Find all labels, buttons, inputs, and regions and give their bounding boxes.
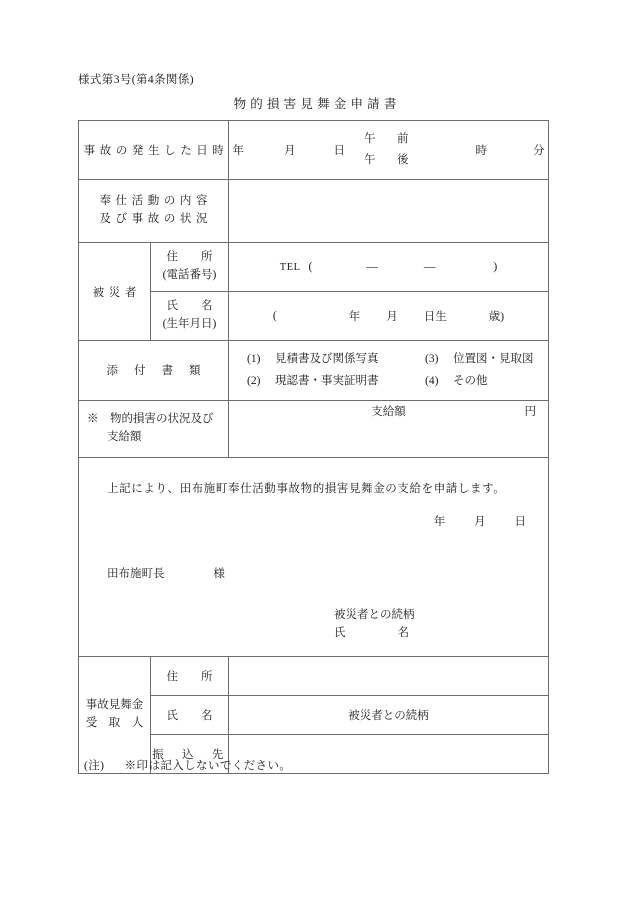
declaration-cell bbox=[79, 457, 549, 656]
activity-label-line1: 奉仕活動の内容 bbox=[99, 195, 213, 208]
attachment-4-text[interactable]: その他 bbox=[453, 375, 488, 388]
label-victim: 被災者 bbox=[79, 243, 151, 341]
victim-address-label-line1: 住 所 bbox=[166, 251, 213, 264]
attachment-line-1 bbox=[247, 348, 548, 370]
footer-note-tag: (注) bbox=[84, 760, 105, 772]
tel-dash-2: — bbox=[423, 261, 436, 273]
victim-name-label-line1: 氏 名 bbox=[166, 300, 213, 313]
accident-minute-label: 分 bbox=[533, 145, 545, 157]
field-accident-datetime[interactable] bbox=[229, 121, 549, 180]
declaration-month-label: 月 bbox=[474, 515, 486, 528]
damage-label-line2: 支給額 bbox=[107, 430, 142, 443]
applicant-name-label: 氏 名 bbox=[334, 627, 409, 640]
birth-age-label: 歳) bbox=[488, 311, 505, 323]
field-victim-name[interactable] bbox=[229, 292, 549, 341]
accident-year-label: 年 bbox=[232, 145, 244, 157]
label-damage-payment bbox=[79, 400, 229, 457]
birth-day-label: 日生 bbox=[423, 311, 447, 323]
recipient-label-line1: 事故見舞金 bbox=[85, 699, 144, 712]
declaration-date[interactable] bbox=[434, 513, 526, 529]
tel-paren-open: ( bbox=[308, 261, 313, 273]
label-recipient bbox=[79, 656, 151, 773]
table-row-victim-address bbox=[79, 243, 549, 292]
ampm-choice[interactable] bbox=[359, 129, 414, 172]
label-accident-datetime: 事故の発生した日時 bbox=[79, 121, 229, 180]
am-label[interactable]: 午 前 bbox=[364, 132, 414, 145]
footer-note-text: ※印は記入しないでください。 bbox=[124, 760, 292, 772]
birth-month-label: 月 bbox=[386, 311, 398, 323]
attachment-line-2 bbox=[247, 370, 548, 392]
label-victim-address bbox=[151, 243, 229, 292]
table-row-declaration bbox=[79, 457, 549, 656]
label-activity-detail bbox=[79, 180, 229, 243]
birth-year-label: 年 bbox=[348, 311, 361, 323]
attachment-3-text[interactable]: 位置図・見取図 bbox=[453, 353, 534, 365]
attachment-4-num: (4) bbox=[425, 375, 439, 388]
damage-label-line1: ※ 物的損害の状況及び bbox=[87, 413, 214, 426]
victim-address-label-line2: (電話番号) bbox=[162, 269, 217, 281]
accident-day-label: 日 bbox=[333, 145, 345, 157]
page-title: 物的損害見舞金申請書 bbox=[233, 97, 401, 111]
label-victim-name bbox=[151, 292, 229, 341]
declaration-day-label: 日 bbox=[514, 515, 526, 528]
table-row-attachments bbox=[79, 341, 549, 401]
form-number: 様式第3号(第4条関係) bbox=[78, 74, 194, 86]
mayor-title: 田布施町長 bbox=[107, 567, 165, 580]
label-recipient-name: 氏 名 bbox=[151, 695, 229, 734]
footer-note bbox=[84, 757, 291, 773]
payment-currency-label: 円 bbox=[524, 405, 536, 418]
tel-dash-1: — bbox=[366, 261, 378, 273]
attachment-2-num: (2) bbox=[247, 375, 261, 388]
application-form-table bbox=[78, 120, 549, 774]
table-row-damage-payment bbox=[79, 400, 549, 457]
table-row-activity-detail bbox=[79, 180, 549, 243]
field-attachments[interactable] bbox=[229, 341, 549, 401]
field-recipient-address[interactable] bbox=[229, 656, 549, 695]
recipient-label-line2: 受 取 人 bbox=[85, 716, 144, 729]
label-recipient-bank: 振 込 先 bbox=[151, 734, 229, 773]
applicant-signature-block[interactable] bbox=[334, 606, 415, 643]
declaration-text: 上記により、田布施町奉仕活動事故物的損害見舞金の支給を申請します。 bbox=[107, 482, 506, 495]
accident-hour-label: 時 bbox=[475, 145, 487, 157]
table-row-recipient-address bbox=[79, 656, 549, 695]
tel-label: TEL bbox=[279, 261, 301, 273]
label-recipient-address: 住 所 bbox=[151, 656, 229, 695]
victim-name-label-line2: (生年月日) bbox=[162, 318, 217, 330]
birth-paren-open: ( bbox=[272, 310, 277, 322]
attachment-2-text[interactable]: 現認書・事実証明書 bbox=[275, 375, 379, 388]
pm-label[interactable]: 午 後 bbox=[364, 154, 414, 166]
declaration-year-label: 年 bbox=[433, 515, 446, 528]
addressee bbox=[107, 565, 225, 581]
table-row-accident-datetime bbox=[79, 121, 549, 180]
field-damage-payment[interactable] bbox=[229, 400, 549, 457]
tel-paren-close: ) bbox=[493, 261, 498, 273]
label-attachments: 添付書類 bbox=[79, 341, 229, 401]
attachment-1-text[interactable]: 見積書及び関係写真 bbox=[275, 353, 379, 365]
field-victim-address[interactable] bbox=[229, 243, 549, 292]
accident-month-label: 月 bbox=[284, 145, 296, 157]
applicant-relation-label: 被災者との続柄 bbox=[334, 608, 415, 621]
honorific-label: 様 bbox=[213, 567, 225, 580]
field-recipient-name[interactable]: 被災者との続柄 bbox=[229, 695, 549, 734]
attachment-1-num: (1) bbox=[247, 353, 261, 365]
attachment-3-num: (3) bbox=[425, 353, 439, 365]
field-activity-detail[interactable] bbox=[229, 180, 549, 243]
payment-amount-label: 支給額 bbox=[371, 405, 406, 418]
activity-label-line2: 及び事故の状況 bbox=[99, 213, 213, 225]
